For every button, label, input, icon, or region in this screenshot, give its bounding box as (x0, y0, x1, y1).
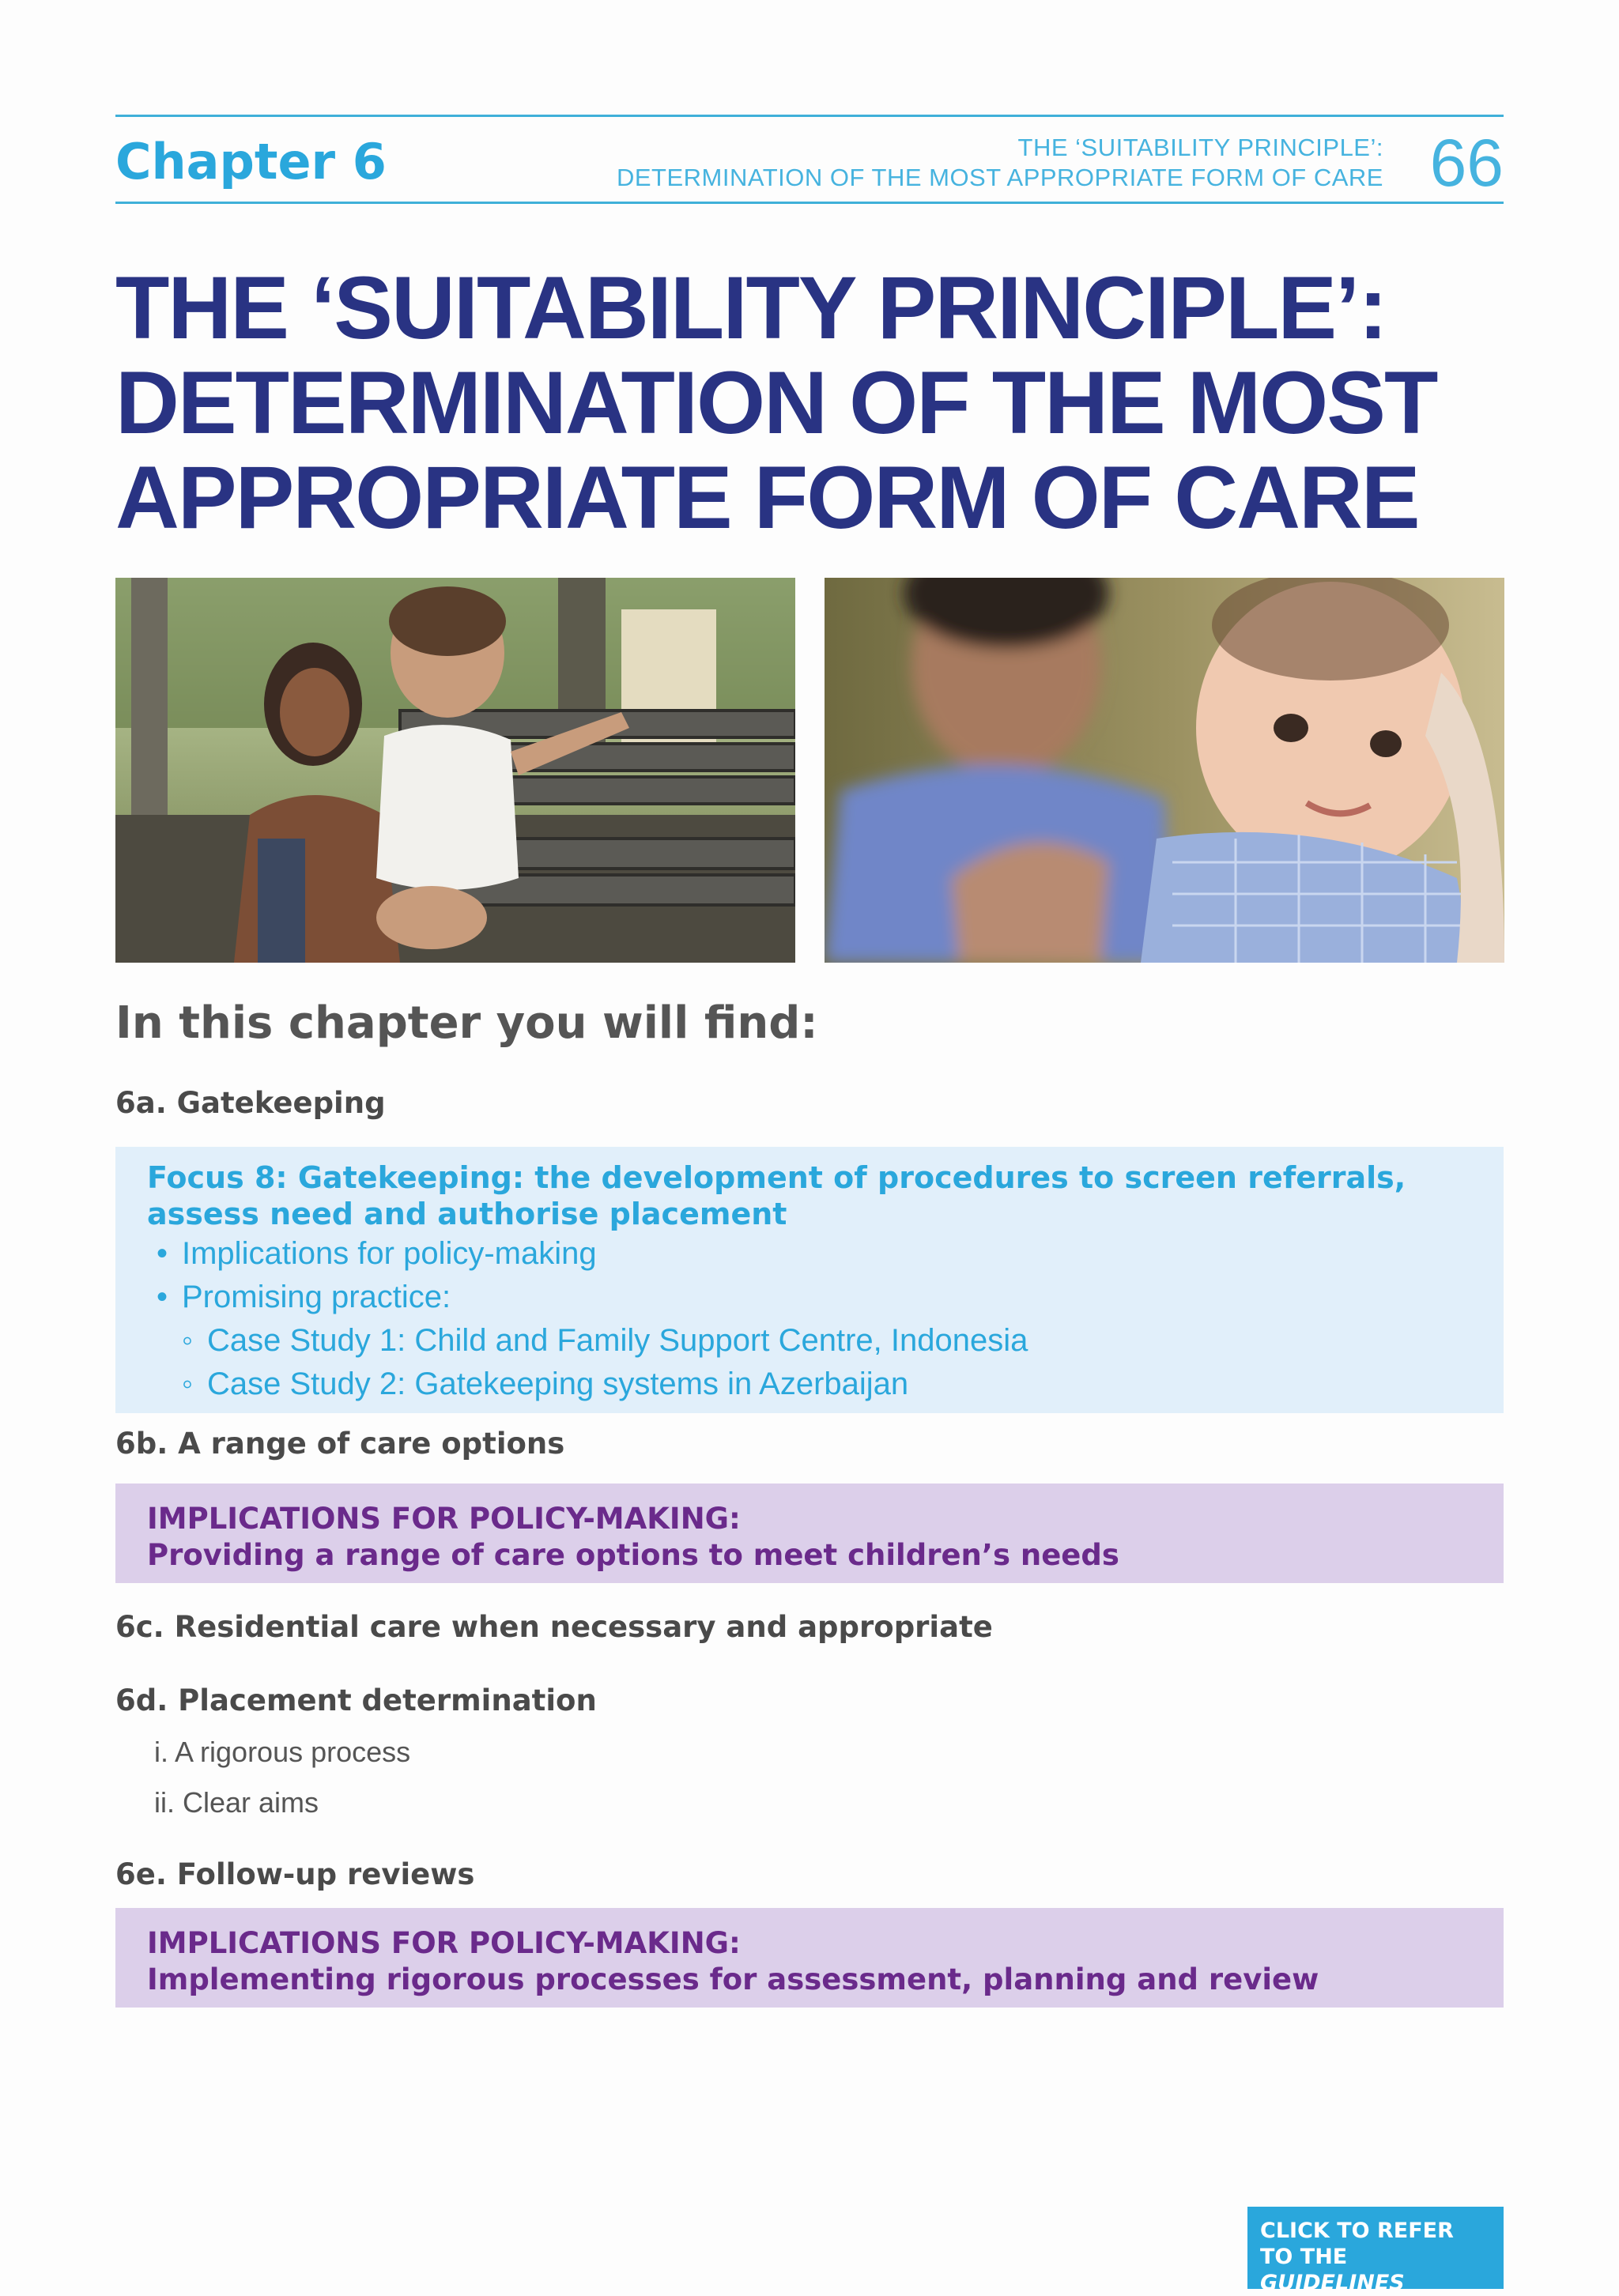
page-title-line-2: DETERMINATION OF THE MOST (115, 353, 1437, 452)
implications-text: Implementing rigorous processes for assessment, planning and review (147, 1962, 1319, 1996)
contents-heading: In this chapter you will find: (115, 997, 818, 1049)
running-title (617, 133, 1383, 193)
running-title-line-2: DETERMINATION OF THE MOST APPROPRIATE FORM OF CARE (616, 164, 1383, 191)
focus-title[interactable]: Focus 8: Gatekeeping: the development of procedures to screen referrals, assess need and authorise placement (147, 1160, 1406, 1231)
section-6d-item-1[interactable]: i. A rigorous process (154, 1736, 411, 1768)
implications-box-1[interactable] (115, 1484, 1504, 1583)
implications-heading: IMPLICATIONS FOR POLICY-MAKING: (147, 1926, 741, 1960)
bullet-dot-icon: • (157, 1236, 168, 1271)
running-title-line-1: THE ‘SUITABILITY PRINCIPLE’: (1017, 134, 1383, 161)
refer-to-guidelines-button[interactable] (1247, 2207, 1504, 2295)
focus-bullet-practice[interactable] (147, 1276, 1472, 1319)
photo-mother-and-baby-on-bench (115, 578, 795, 963)
implications-heading: IMPLICATIONS FOR POLICY-MAKING: (147, 1502, 741, 1536)
focus-bullet-label: Promising practice: (182, 1280, 451, 1314)
page-title-line-1: THE ‘SUITABILITY PRINCIPLE’: (115, 258, 1387, 357)
section-6e-link[interactable]: 6e. Follow-up reviews (115, 1857, 475, 1891)
bullet-circle-icon: ◦ (182, 1323, 194, 1358)
header-rule-top (115, 115, 1504, 117)
section-6c-link[interactable]: 6c. Residential care when necessary and appropriate (115, 1610, 993, 1644)
section-6d-item-2[interactable]: ii. Clear aims (154, 1786, 319, 1819)
implications-box-2[interactable] (115, 1908, 1504, 2008)
focus-case-label: Case Study 1: Child and Family Support Centre, Indonesia (207, 1323, 1028, 1358)
header-rule-bottom (115, 202, 1504, 204)
section-6a-link[interactable]: 6a. Gatekeeping (115, 1086, 386, 1120)
focus-bullet-label: Implications for policy-making (182, 1236, 597, 1271)
button-line-2 (1260, 2244, 1491, 2296)
button-line-2-prefix: TO THE (1260, 2245, 1348, 2269)
focus-box (115, 1147, 1504, 1413)
focus-bullet-policy[interactable] (147, 1232, 1472, 1276)
bullet-circle-icon: ◦ (182, 1367, 194, 1401)
section-6d-link[interactable]: 6d. Placement determination (115, 1683, 597, 1717)
page-title-line-3: APPROPRIATE FORM OF CARE (115, 448, 1419, 547)
bullet-dot-icon: • (157, 1280, 168, 1314)
button-line-2-emph: GUIDELINES (1260, 2271, 1405, 2295)
section-6b-link[interactable]: 6b. A range of care options (115, 1427, 565, 1461)
chapter-label: Chapter 6 (115, 133, 387, 190)
focus-case-study-1[interactable] (147, 1319, 1472, 1363)
focus-case-study-2[interactable] (147, 1363, 1472, 1406)
page-number: 66 (1429, 126, 1504, 200)
focus-case-label: Case Study 2: Gatekeeping systems in Azerbaijan (207, 1367, 909, 1401)
page-title (115, 258, 1523, 547)
photo-father-and-baby (825, 578, 1504, 963)
implications-text: Providing a range of care options to meet children’s needs (147, 1538, 1119, 1572)
button-line-1: CLICK TO REFER (1260, 2219, 1454, 2243)
